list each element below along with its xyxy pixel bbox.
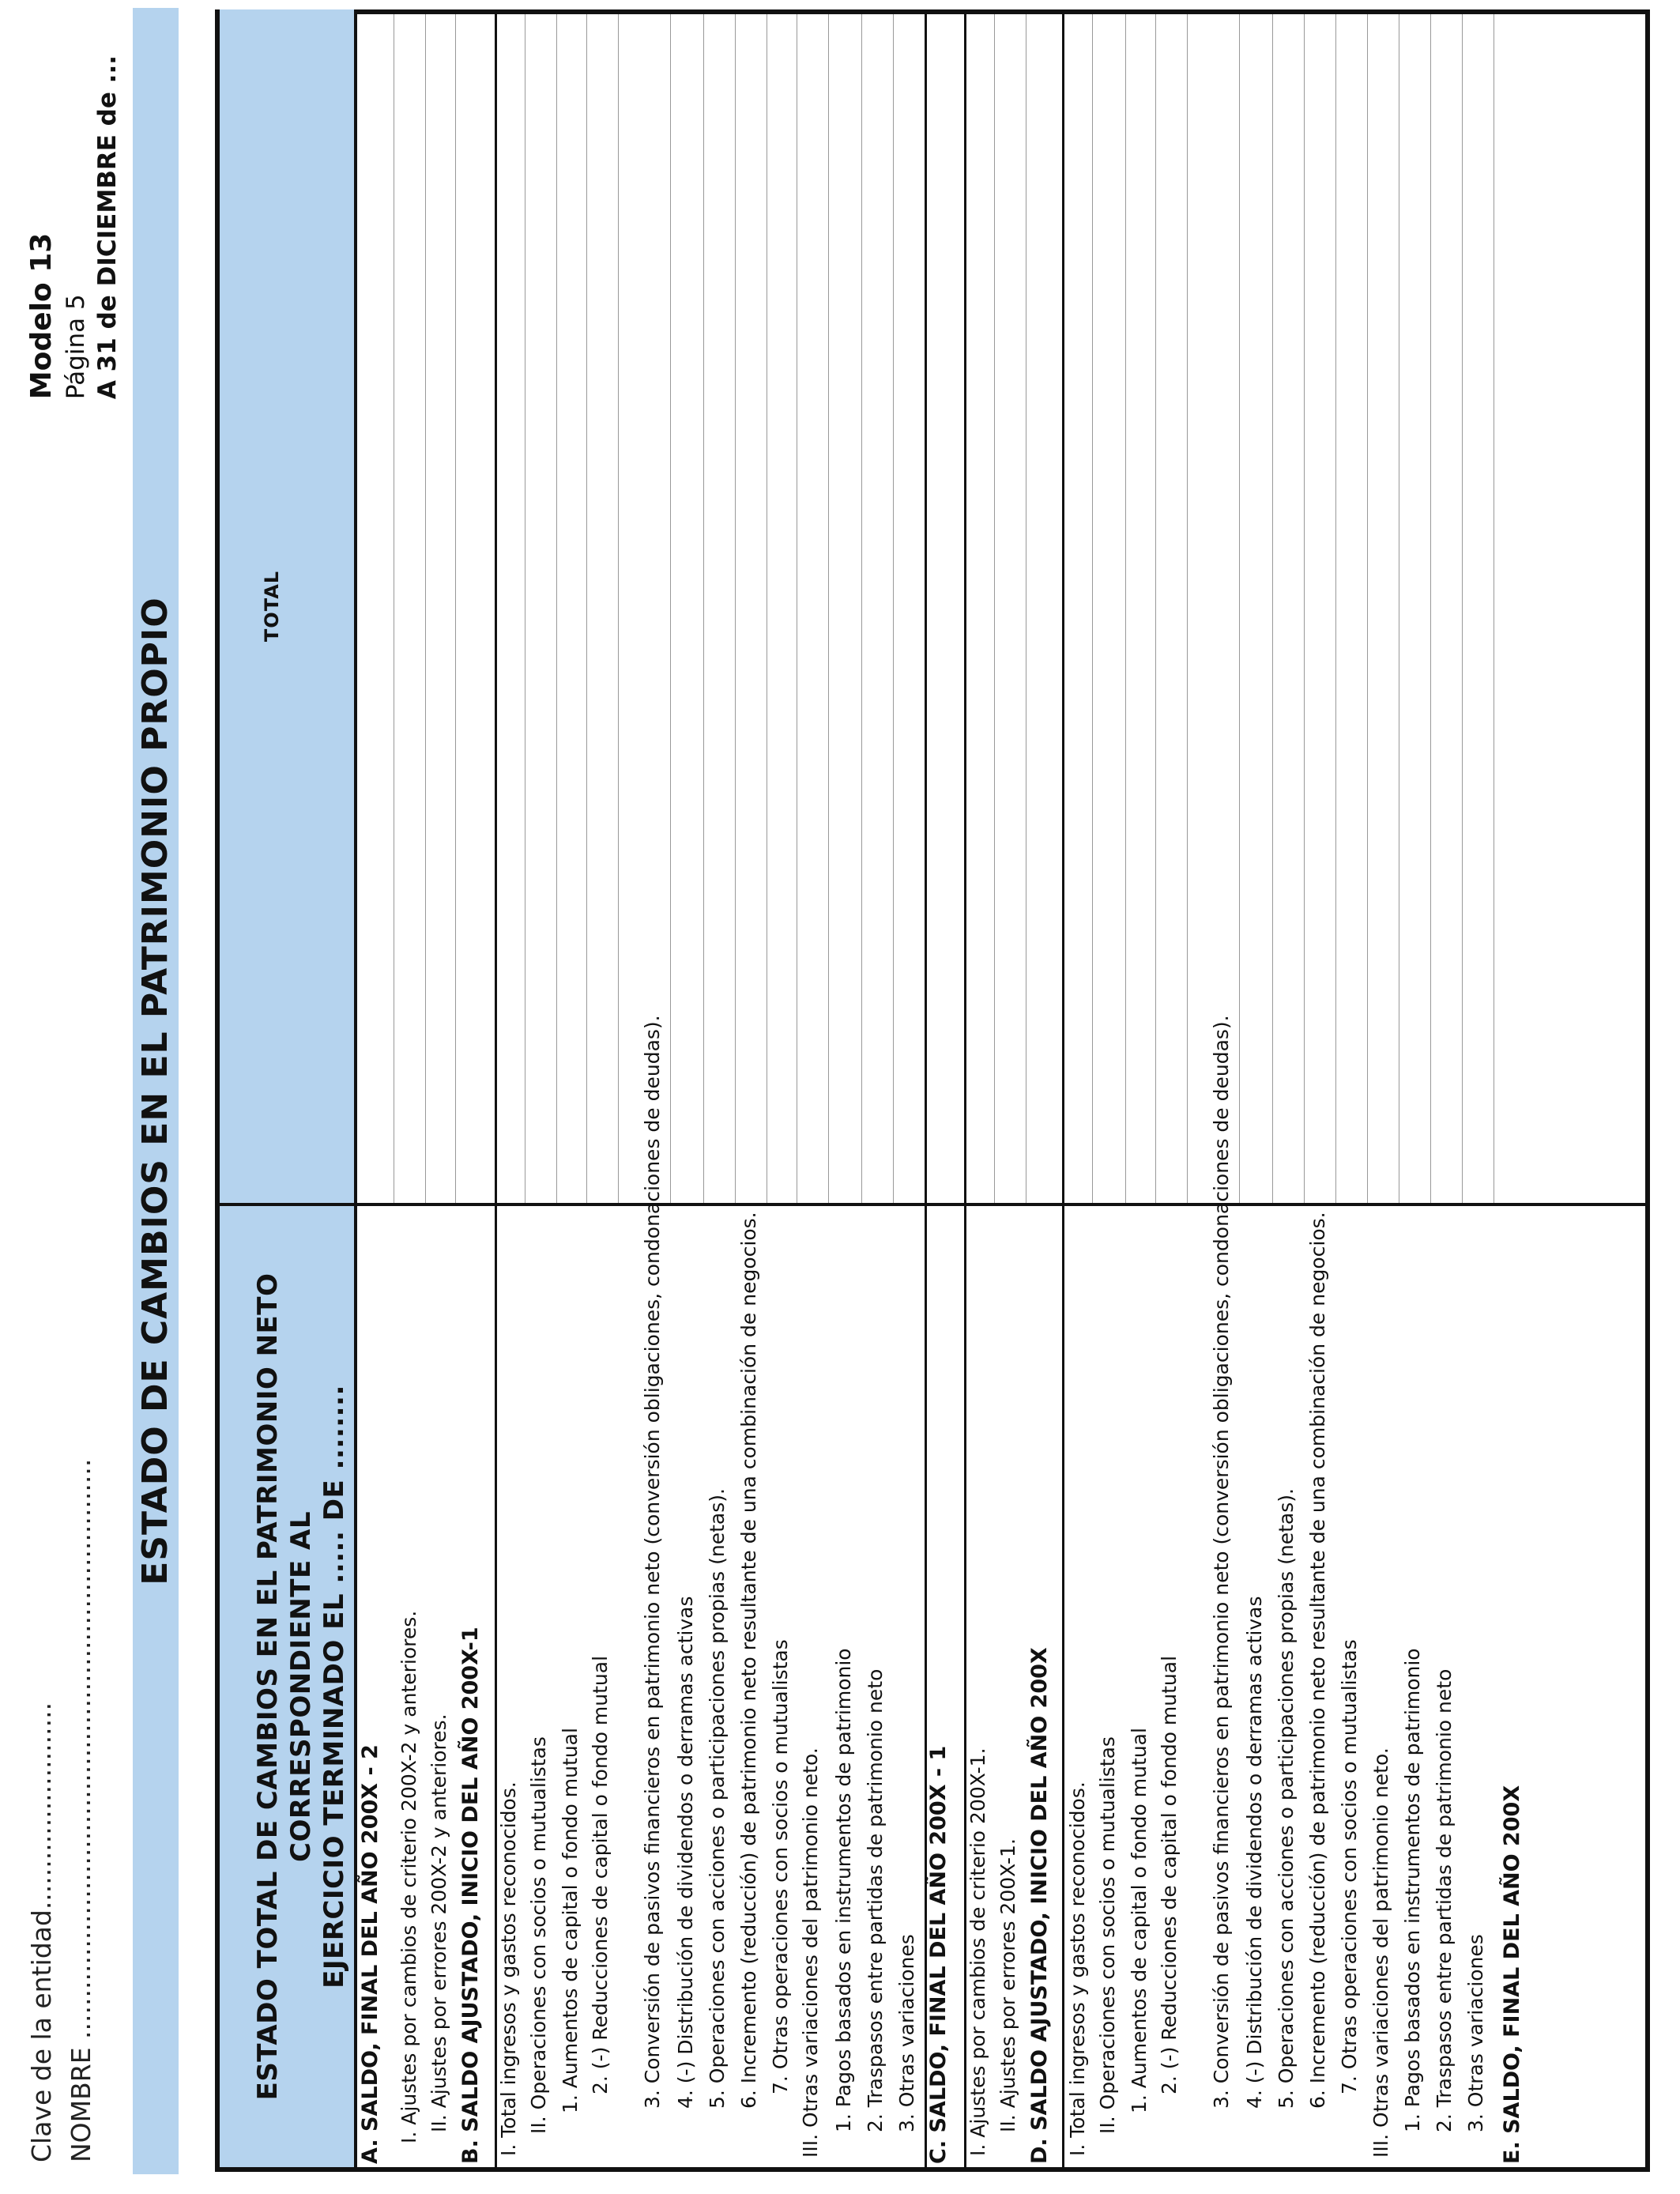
table-row: 2. Traspasos entre partidas de patrimonio neto: [864, 1668, 887, 2132]
nombre-label: NOMBRE ......................................................................: [66, 1458, 96, 2162]
entity-header: [22, 1459, 101, 2162]
section-row: A. SALDO, FINAL DEL AÑO 200X - 2: [358, 1744, 382, 2164]
total-cell-line: [1125, 14, 1126, 1203]
total-cell-line: [586, 14, 587, 1203]
table-row: 2. (-) Reducciones de capital o fondo mutual: [1158, 1655, 1181, 2094]
description-header-line2: EJERCICIO TERMINADO EL ..... DE ........: [318, 1385, 350, 1989]
table-row: 1. Pagos basados en instrumentos de patrimonio: [832, 1648, 855, 2132]
clave-label: Clave de la entidad.........................: [26, 1702, 57, 2162]
total-column-header: [220, 9, 354, 1203]
table-row: II. Operaciones con socios o mutualistas: [1096, 1736, 1119, 2134]
table-row: 3. Conversión de pasivos financieros en patrimonio neto (conversión obligaciones, condonaciones de deudas).: [641, 1015, 664, 2109]
total-cell-line: [1187, 14, 1188, 1203]
page-title: ESTADO DE CAMBIOS EN EL PATRIMONIO PROPIO: [135, 597, 175, 1585]
table-row: I. Total ingresos y gastos reconocidos.: [497, 1781, 520, 2156]
section-divider: [1062, 14, 1064, 2167]
table-row: 1. Aumentos de capital o fondo mutual: [1128, 1728, 1151, 2113]
modelo-label: Modelo 13: [25, 232, 58, 400]
table-row: 5. Operaciones con acciones o participaciones propias (netas).: [1275, 1488, 1298, 2109]
total-cell-line: [425, 14, 426, 1203]
table-row: 7. Otras operaciones con socios o mutualistas: [1338, 1639, 1361, 2094]
description-column-header: [220, 1203, 354, 2167]
total-cell-line: [1335, 14, 1336, 1203]
equity-changes-table: [215, 9, 1650, 2172]
total-cell-line: [670, 14, 671, 1203]
table-row: 3. Otras variaciones: [895, 1934, 918, 2132]
section-divider: [925, 14, 927, 2167]
table-row: II. Ajustes por errores 200X-1.: [996, 1838, 1019, 2132]
column-divider: [220, 1203, 1645, 1206]
total-cell-line: [556, 14, 557, 1203]
table-row: III. Otras variaciones del patrimonio neto.: [1369, 1747, 1392, 2158]
total-cell-line: [1155, 14, 1156, 1203]
section-row: B. SALDO AJUSTADO, INICIO DEL AÑO 200X-1: [458, 1627, 483, 2164]
table-row: 2. (-) Reducciones de capital o fondo mutual: [589, 1655, 612, 2094]
table-row: II. Ajustes por errores 200X-2 y anteriores.: [428, 1713, 450, 2132]
total-cell-line: [861, 14, 862, 1203]
total-cell-line: [1462, 14, 1463, 1203]
total-cell-line: [455, 14, 456, 1203]
table-row: 2. Traspasos entre partidas de patrimonio neto: [1433, 1668, 1456, 2132]
total-cell-line: [1304, 14, 1305, 1203]
table-row: 7. Otras operaciones con socios o mutualistas: [769, 1639, 792, 2094]
total-cell-line: [1272, 14, 1273, 1203]
total-header-label: TOTAL: [261, 570, 283, 643]
description-header-line1: ESTADO TOTAL DE CAMBIOS EN EL PATRIMONIO NETO CORRESPONDIENTE AL: [252, 1272, 317, 2101]
total-cell-line: [828, 14, 829, 1203]
section-divider: [495, 14, 497, 2167]
section-divider: [964, 14, 966, 2167]
table-row: I. Ajustes por cambios de criterio 200X-1.: [966, 1747, 989, 2156]
total-cell-line: [994, 14, 995, 1203]
pagina-label: Página 5: [62, 294, 90, 400]
total-cell-line: [735, 14, 736, 1203]
table-row: III. Otras variaciones del patrimonio neto.: [799, 1747, 822, 2158]
total-cell-line: [893, 14, 894, 1203]
total-cell-line: [1092, 14, 1093, 1203]
total-cell-line: [703, 14, 704, 1203]
table-row: 1. Aumentos de capital o fondo mutual: [559, 1728, 582, 2113]
total-cell-line: [1239, 14, 1240, 1203]
table-row: 1. Pagos basados en instrumentos de patrimonio: [1401, 1648, 1424, 2132]
model-header: [24, 55, 123, 399]
fecha-label: A 31 de DICIEMBRE de ...: [93, 55, 122, 400]
total-cell-line: [1367, 14, 1368, 1203]
total-cell-line: [618, 14, 619, 1203]
table-row: I. Total ingresos y gastos reconocidos.: [1066, 1781, 1089, 2156]
header-divider: [354, 14, 357, 2167]
total-cell-line: [1430, 14, 1431, 1203]
table-row: 4. (-) Distribución de dividendos o derramas activas: [674, 1596, 697, 2109]
section-row: C. SALDO, FINAL DEL AÑO 200X - 1: [926, 1745, 951, 2164]
section-row: E. SALDO, FINAL DEL AÑO 200X: [1500, 1785, 1524, 2164]
table-row: 6. Incremento (reducción) de patrimonio neto resultante de una combinación de negocios.: [1306, 1212, 1329, 2109]
table-row: I. Ajustes por cambios de criterio 200X-2 y anteriores.: [397, 1610, 420, 2143]
section-row: D. SALDO AJUSTADO, INICIO DEL AÑO 200X: [1027, 1647, 1052, 2164]
table-row: 3. Otras variaciones: [1464, 1934, 1487, 2132]
table-row: 4. (-) Distribución de dividendos o derramas activas: [1243, 1596, 1266, 2109]
table-row: 6. Incremento (reducción) de patrimonio neto resultante de una combinación de negocios.: [737, 1212, 760, 2109]
table-row: II. Operaciones con socios o mutualistas: [527, 1736, 550, 2134]
table-row: 3. Conversión de pasivos financieros en patrimonio neto (conversión obligaciones, condonaciones de deudas).: [1210, 1015, 1233, 2109]
table-row: 5. Operaciones con acciones o participaciones propias (netas).: [706, 1488, 729, 2109]
